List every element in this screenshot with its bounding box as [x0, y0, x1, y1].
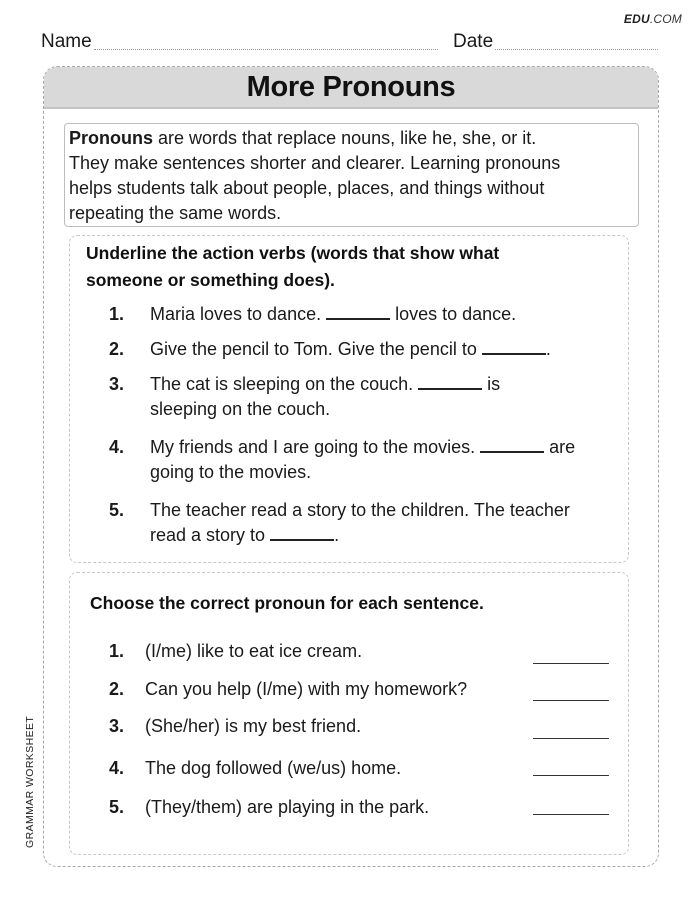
side-label: GRAMMAR WORKSHEET: [24, 715, 36, 848]
title-bar: [44, 67, 658, 109]
name-field[interactable]: [41, 30, 438, 52]
section2-question: [109, 639, 565, 664]
answer-blank[interactable]: [418, 375, 482, 390]
intro-line-4: repeating the same words.: [69, 203, 282, 223]
question-text: (I/me) like to eat ice cream.: [145, 641, 363, 661]
name-line[interactable]: [94, 49, 438, 50]
intro-line-3: helps students talk about people, places, and things without: [69, 178, 545, 198]
question-text: Can you help (I/me) with my homework?: [145, 679, 468, 699]
section1-instruction: Underline the action verbs (words that show what someone or something does).: [86, 243, 500, 290]
intro-line-1: are words that replace nouns, like he, she, or it.: [153, 128, 537, 148]
question-text: [150, 302, 570, 327]
answer-blank[interactable]: [270, 526, 334, 541]
section2-question: [109, 756, 565, 781]
brand-logo-bold: EDU: [623, 12, 650, 26]
answer-blank[interactable]: [480, 438, 544, 453]
question-number: 3.: [109, 374, 125, 394]
question-number: 5.: [109, 797, 125, 817]
answer-line[interactable]: [533, 775, 609, 776]
question-number: 5.: [109, 500, 125, 520]
section2-question: [109, 714, 565, 739]
section1-question: [109, 372, 550, 422]
answer-line[interactable]: [533, 814, 609, 815]
question-text-before: My friends and I are going to the movies.: [150, 437, 481, 457]
question-text-before: Give the pencil to Tom. Give the pencil to: [150, 339, 482, 359]
section-choose-pronoun: [69, 572, 629, 855]
intro-line-2: They make sentences shorter and clearer. Learning pronouns: [69, 153, 561, 173]
question-text: The dog followed (we/us) home.: [145, 758, 402, 778]
question-text: [150, 435, 600, 485]
question-text-after: is sleeping on the couch.: [150, 374, 501, 419]
section-underline-verbs: [69, 235, 629, 563]
answer-line[interactable]: [533, 700, 609, 701]
brand-logo-suffix: .COM: [649, 12, 682, 26]
section2-instruction: Choose the correct pronoun for each sentence.: [90, 593, 484, 613]
question-text-after: loves to dance.: [390, 304, 517, 324]
question-number: 4.: [109, 437, 125, 457]
question-text: [150, 372, 550, 422]
question-text-before: The cat is sleeping on the couch.: [150, 374, 419, 394]
answer-line[interactable]: [533, 738, 609, 739]
date-field[interactable]: [453, 30, 658, 52]
question-number: 4.: [109, 758, 125, 778]
question-text: [150, 337, 570, 362]
section1-question: [109, 337, 570, 362]
answer-blank[interactable]: [326, 305, 390, 320]
question-number: 3.: [109, 716, 125, 736]
section1-question: [109, 435, 600, 485]
section2-question: [109, 677, 565, 702]
brand-logo: [624, 12, 682, 26]
question-text-before: Maria loves to dance.: [150, 304, 327, 324]
question-text-after: are going to the movies.: [150, 437, 576, 482]
question-text-after: .: [545, 339, 551, 359]
question-text: (They/them) are playing in the park.: [145, 797, 430, 817]
section1-question: [109, 498, 570, 548]
name-label: Name: [41, 31, 92, 52]
answer-line[interactable]: [533, 663, 609, 664]
header-fields: [41, 30, 658, 52]
date-line[interactable]: [495, 49, 658, 50]
question-number: 2.: [109, 679, 125, 699]
question-number: 1.: [109, 641, 125, 661]
question-number: 2.: [109, 339, 125, 359]
intro-term: Pronouns: [69, 128, 153, 148]
worksheet-title: More Pronouns: [246, 70, 456, 103]
question-number: 1.: [109, 304, 125, 324]
question-text: (She/her) is my best friend.: [145, 716, 362, 736]
question-text-before: The teacher read a story to the children. The teacher read a story to: [150, 500, 570, 545]
section1-question: [109, 302, 570, 327]
section2-question: [109, 795, 565, 820]
worksheet: [43, 66, 659, 867]
question-text: [150, 498, 570, 548]
intro-box: [64, 123, 639, 227]
question-text-after: .: [334, 525, 340, 545]
date-label: Date: [453, 31, 494, 52]
answer-blank[interactable]: [482, 340, 546, 355]
